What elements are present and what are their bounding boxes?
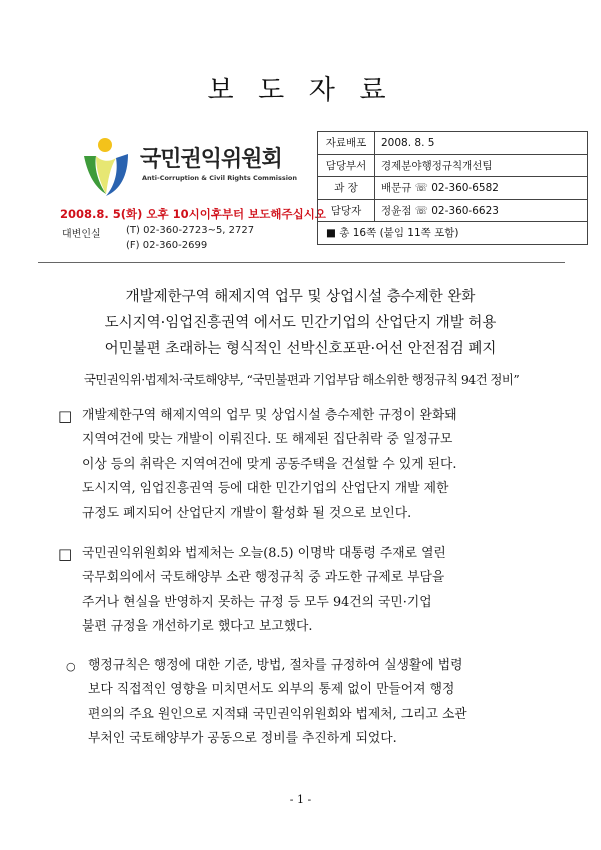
paragraph-line: 국무회의에서 국토해양부 소관 행정규칙 중 과도한 규제로 부담을 [82, 570, 445, 586]
info-value: 배문규 ☏ 02-360-6582 [375, 177, 588, 200]
header-divider [38, 262, 565, 263]
paragraph-line: 지역여건에 맞는 개발이 이뤄진다. 또 해제된 집단취락 중 일정규모 [82, 432, 453, 448]
document-title: 보 도 자 료 [207, 75, 394, 106]
table-row [318, 177, 588, 200]
commission-english-name: Anti-Corruption & Civil Rights Commission [142, 174, 298, 182]
paragraph-line: 도시지역, 임업진흥권역 등에 대한 민간기업의 산업단지 개발 제한 [82, 481, 449, 497]
square-bullet-icon: □ [58, 545, 73, 563]
page-number: - 1 - [289, 793, 312, 806]
info-label: 과 장 [318, 177, 375, 200]
table-row [318, 199, 588, 222]
release-info-table [317, 131, 588, 245]
info-label: 담당부서 [318, 154, 375, 177]
paragraph-2 [82, 542, 544, 640]
spokesperson-tel: (T) 02-360-2723~5, 2727 [126, 225, 255, 236]
info-value: 경제분야행정규칙개선팀 [375, 154, 588, 177]
paragraph-line: 국민권익위원회와 법제처는 오늘(8.5) 이명박 대통령 주재로 열린 [82, 546, 446, 561]
info-value: 정윤점 ☏ 02-360-6623 [375, 199, 588, 222]
paragraph-line: 부처인 국토해양부가 공동으로 정비를 추진하게 되었다. [88, 731, 397, 747]
paragraph-line: 행정규칙은 행정에 대한 기준, 방법, 절차를 규정하여 실생활에 법령 [88, 658, 463, 673]
commission-name: 국민권익위원회 [140, 147, 282, 172]
paragraph-line: 이상 등의 취락은 지역여건에 맞게 공동주택을 건설할 수 있게 된다. [82, 456, 457, 472]
headline-1: 개발제한구역 해제지역 업무 및 상업시설 층수제한 완화 [125, 289, 476, 305]
info-label: 담당자 [318, 199, 375, 222]
paragraph-line: 불편 규정을 개선하기로 했다고 보고했다. [82, 619, 313, 635]
paragraph-line: 보다 직접적인 영향을 미치면서도 외부의 통제 없이 만들어져 행정 [88, 682, 455, 698]
headline-2: 도시지역·임업진흥권역 에서도 민간기업의 산업단지 개발 허용 [104, 315, 497, 331]
info-value: 2008. 8. 5 [375, 132, 588, 155]
headline-3: 어민불편 초래하는 형식적인 선박신호포판·어선 안전점검 폐지 [104, 341, 497, 357]
paragraph-3 [88, 654, 544, 752]
paragraph-line: 편의의 주요 원인으로 지적돼 국민권익위원회와 법제처, 그리고 소관 [88, 706, 467, 722]
page-count: ■ 총 16쪽 (붙임 11쪽 포함) [318, 222, 588, 245]
paragraph-line: 규정도 폐지되어 산업단지 개발이 활성화 될 것으로 보인다. [82, 505, 412, 521]
info-label: 자료배포 [318, 132, 375, 155]
paragraph-1 [82, 404, 544, 526]
subheadline: 국민권익위·법제처·국토해양부, “국민불편과 기업부담 해소위한 행정규칙 94건 정비” [83, 372, 520, 387]
table-row [318, 154, 588, 177]
paragraph-line: 주거나 현실을 반영하지 못하는 규정 등 모두 94건의 국민·기업 [82, 594, 432, 610]
table-row [318, 222, 588, 245]
square-bullet-icon: □ [58, 407, 73, 425]
spokesperson-fax: (F) 02-360-2699 [126, 240, 208, 251]
circle-bullet-icon: ○ [66, 660, 76, 673]
table-row [318, 132, 588, 155]
embargo-notice: 2008.8. 5(화) 오후 10시이후부터 보도해주십시오 [60, 207, 326, 221]
spokesperson-label: 대변인실 [62, 229, 101, 240]
paragraph-line: 개발제한구역 해제지역의 업무 및 상업시설 층수제한 규정이 완화돼 [82, 408, 457, 423]
commission-emblem-icon [78, 136, 134, 200]
